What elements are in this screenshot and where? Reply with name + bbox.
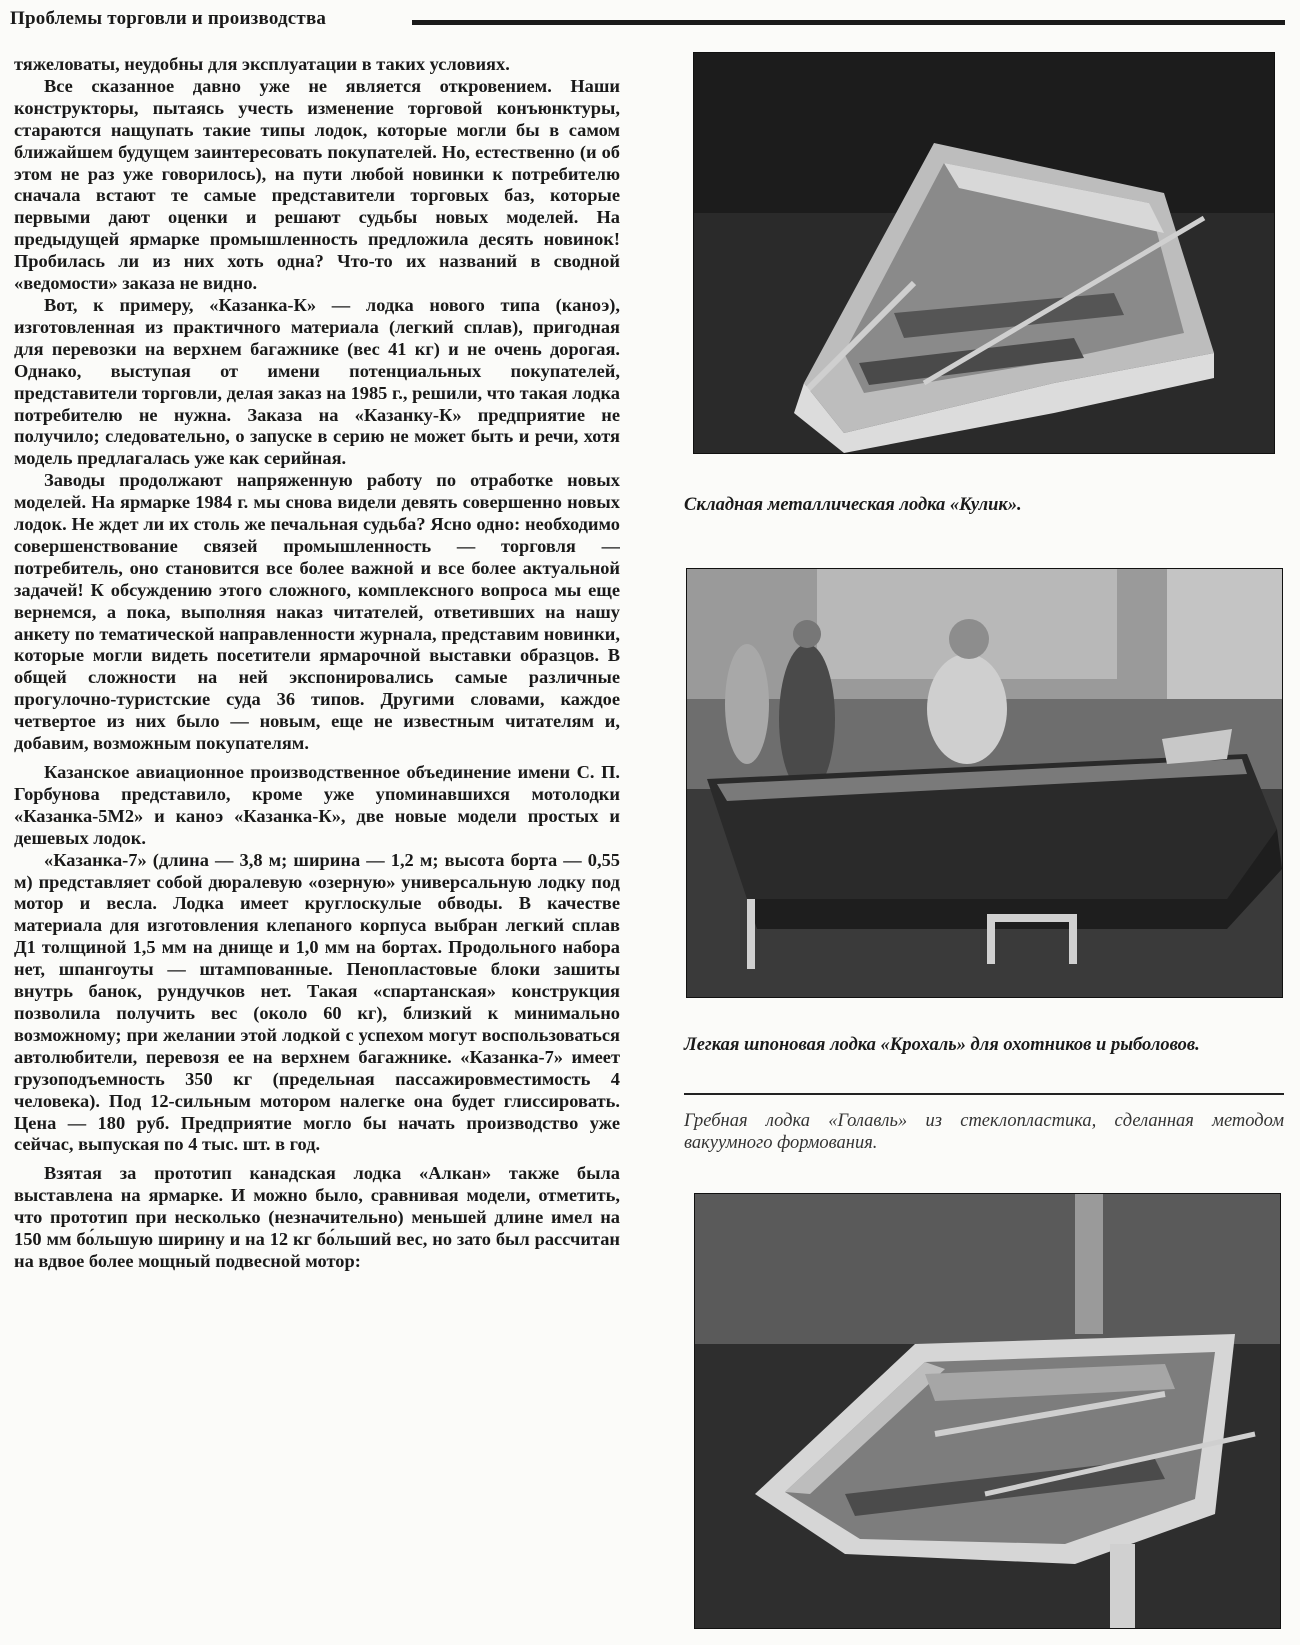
caption-separator	[684, 1093, 1284, 1095]
article-paragraph: Взятая за прототип канадская лодка «Алкан» также была выставлена на ярмарке. И можно было, сравнивая модели, отметить, что прототип при несколько (незначительно) меньшей длине имел на 150 мм бо́льшую ширину и на 12 кг бо́льший вес, но зато был рассчитан на вдвое более мощный подвесной мотор:	[14, 1163, 620, 1271]
boat-exhibit-illustration	[687, 569, 1282, 997]
photo-krokhal-boat	[686, 568, 1283, 998]
caption-krokhal: Легкая шпоновая лодка «Крохаль» для охотников и рыболовов.	[684, 1035, 1200, 1055]
article-paragraph: Казанское авиационное производственное объединение имени С. П. Горбунова представило, кроме уже упоминавшихся мотолодки «Казанка-5М2» и каноэ «Казанка-К», две новые модели простых и дешевых лодок.	[14, 762, 620, 848]
caption-kulik: Складная металлическая лодка «Кулик».	[684, 495, 1022, 515]
running-header	[10, 8, 1285, 34]
article-column	[14, 54, 620, 1639]
header-rule	[412, 20, 1285, 25]
article-paragraph: «Казанка-7» (длина — 3,8 м; ширина — 1,2 м; высота борта — 0,55 м) представляет собой дюралевую «озерную» универсальную лодку под мотор и весла. Лодка имеет круглоскулые обводы. В качестве материала для изготовления клепаного корпуса выбран легкий сплав Д1 толщиной 1,5 мм на днище и 1,0 мм на бортах. Продольного набора нет, шпангоуты — штампованные. Пенопластовые блоки зашиты внутрь банок, рундучков нет. Такая «спартанская» конструкция позволила получить вес (около 60 кг), близкий к минимально возможному; при желании этой лодкой с успехом могут воспользоваться автолюбители, перевозя ее на верхнем багажнике. «Казанка-7» имеет грузоподъемность 350 кг (предельная пассажировместимость 4 человека). Под 12-сильным мотором налегке она будет глиссировать. Цена — 180 руб. Предприятие могло бы начать производство уже сейчас, выпуская по 4 тыс. шт. в год.	[14, 849, 620, 1155]
article-paragraph: Вот, к примеру, «Казанка-К» — лодка нового типа (каноэ), изготовленная из практичного материала (легкий сплав), пригодная для перевозки на верхнем багажнике (вес 41 кг) и не очень дорогая. Однако, выступая от имени потенциальных покупателей, представители торговли, делая заказ на 1985 г., решили, что такая лодка потребителю не нужна. Заказа на «Казанку-К» предприятие не получило; следовательно, о запуске в серию не может быть и речи, хотя модель предлагалась уже как серийная.	[14, 294, 620, 469]
article-paragraph: Все сказанное давно уже не является откровением. Наши конструкторы, пытаясь учесть изменение торговой конъюнктуры, стараются нащупать такие типы лодок, которые могли бы в самом ближайшем будущем заинтересовать покупателей. Но, естественно (и об этом не раз уже говорилось), на пути любой новинки к потребителю сначала встают те самые представители торговых баз, которые первыми дают оценки и решают судьбы новых моделей. На предыдущей ярмарке промышленность предложила десять новинок! Пробилась ли из них хоть одна? Что-то их названий в сводной «ведомости» заказа не видно.	[14, 75, 620, 294]
photo-golavl-boat	[694, 1193, 1281, 1629]
article-paragraph: Заводы продолжают напряженную работу по отработке новых моделей. На ярмарке 1984 г. мы снова видели девять совершенно новых лодок. Не ждет ли их столь же печальная судьба? Ясно одно: необходимо совершенствование связей промышленность — торговля — потребитель, оно становится все более важной и все более актуальной задачей! К обсуждению этого сложного, комплексного вопроса мы еще вернемся, а пока, выполняя наказ читателей, ответивших на нашу анкету по тематической направленности журнала, представим новинки, которые могли видеть посетители ярмарочной выставки образцов. В общей сложности на ней экспонировались самые различные прогулочно-туристские суда 36 типов. Другими словами, каждое четвертое из них было — новым, еще не известным читателям и, добавим, возможным покупателям.	[14, 470, 620, 754]
boat-photo-illustration	[694, 53, 1274, 453]
article-paragraph: тяжеловаты, неудобны для эксплуатации в таких условиях.	[14, 54, 510, 74]
section-title: Проблемы торговли и производства	[10, 8, 327, 29]
rowboat-illustration	[695, 1194, 1280, 1628]
caption-golavl: Гребная лодка «Голавль» из стеклопластика, сделанная методом вакуумного формования.	[684, 1111, 1284, 1153]
photo-kulik-boat	[693, 52, 1275, 454]
